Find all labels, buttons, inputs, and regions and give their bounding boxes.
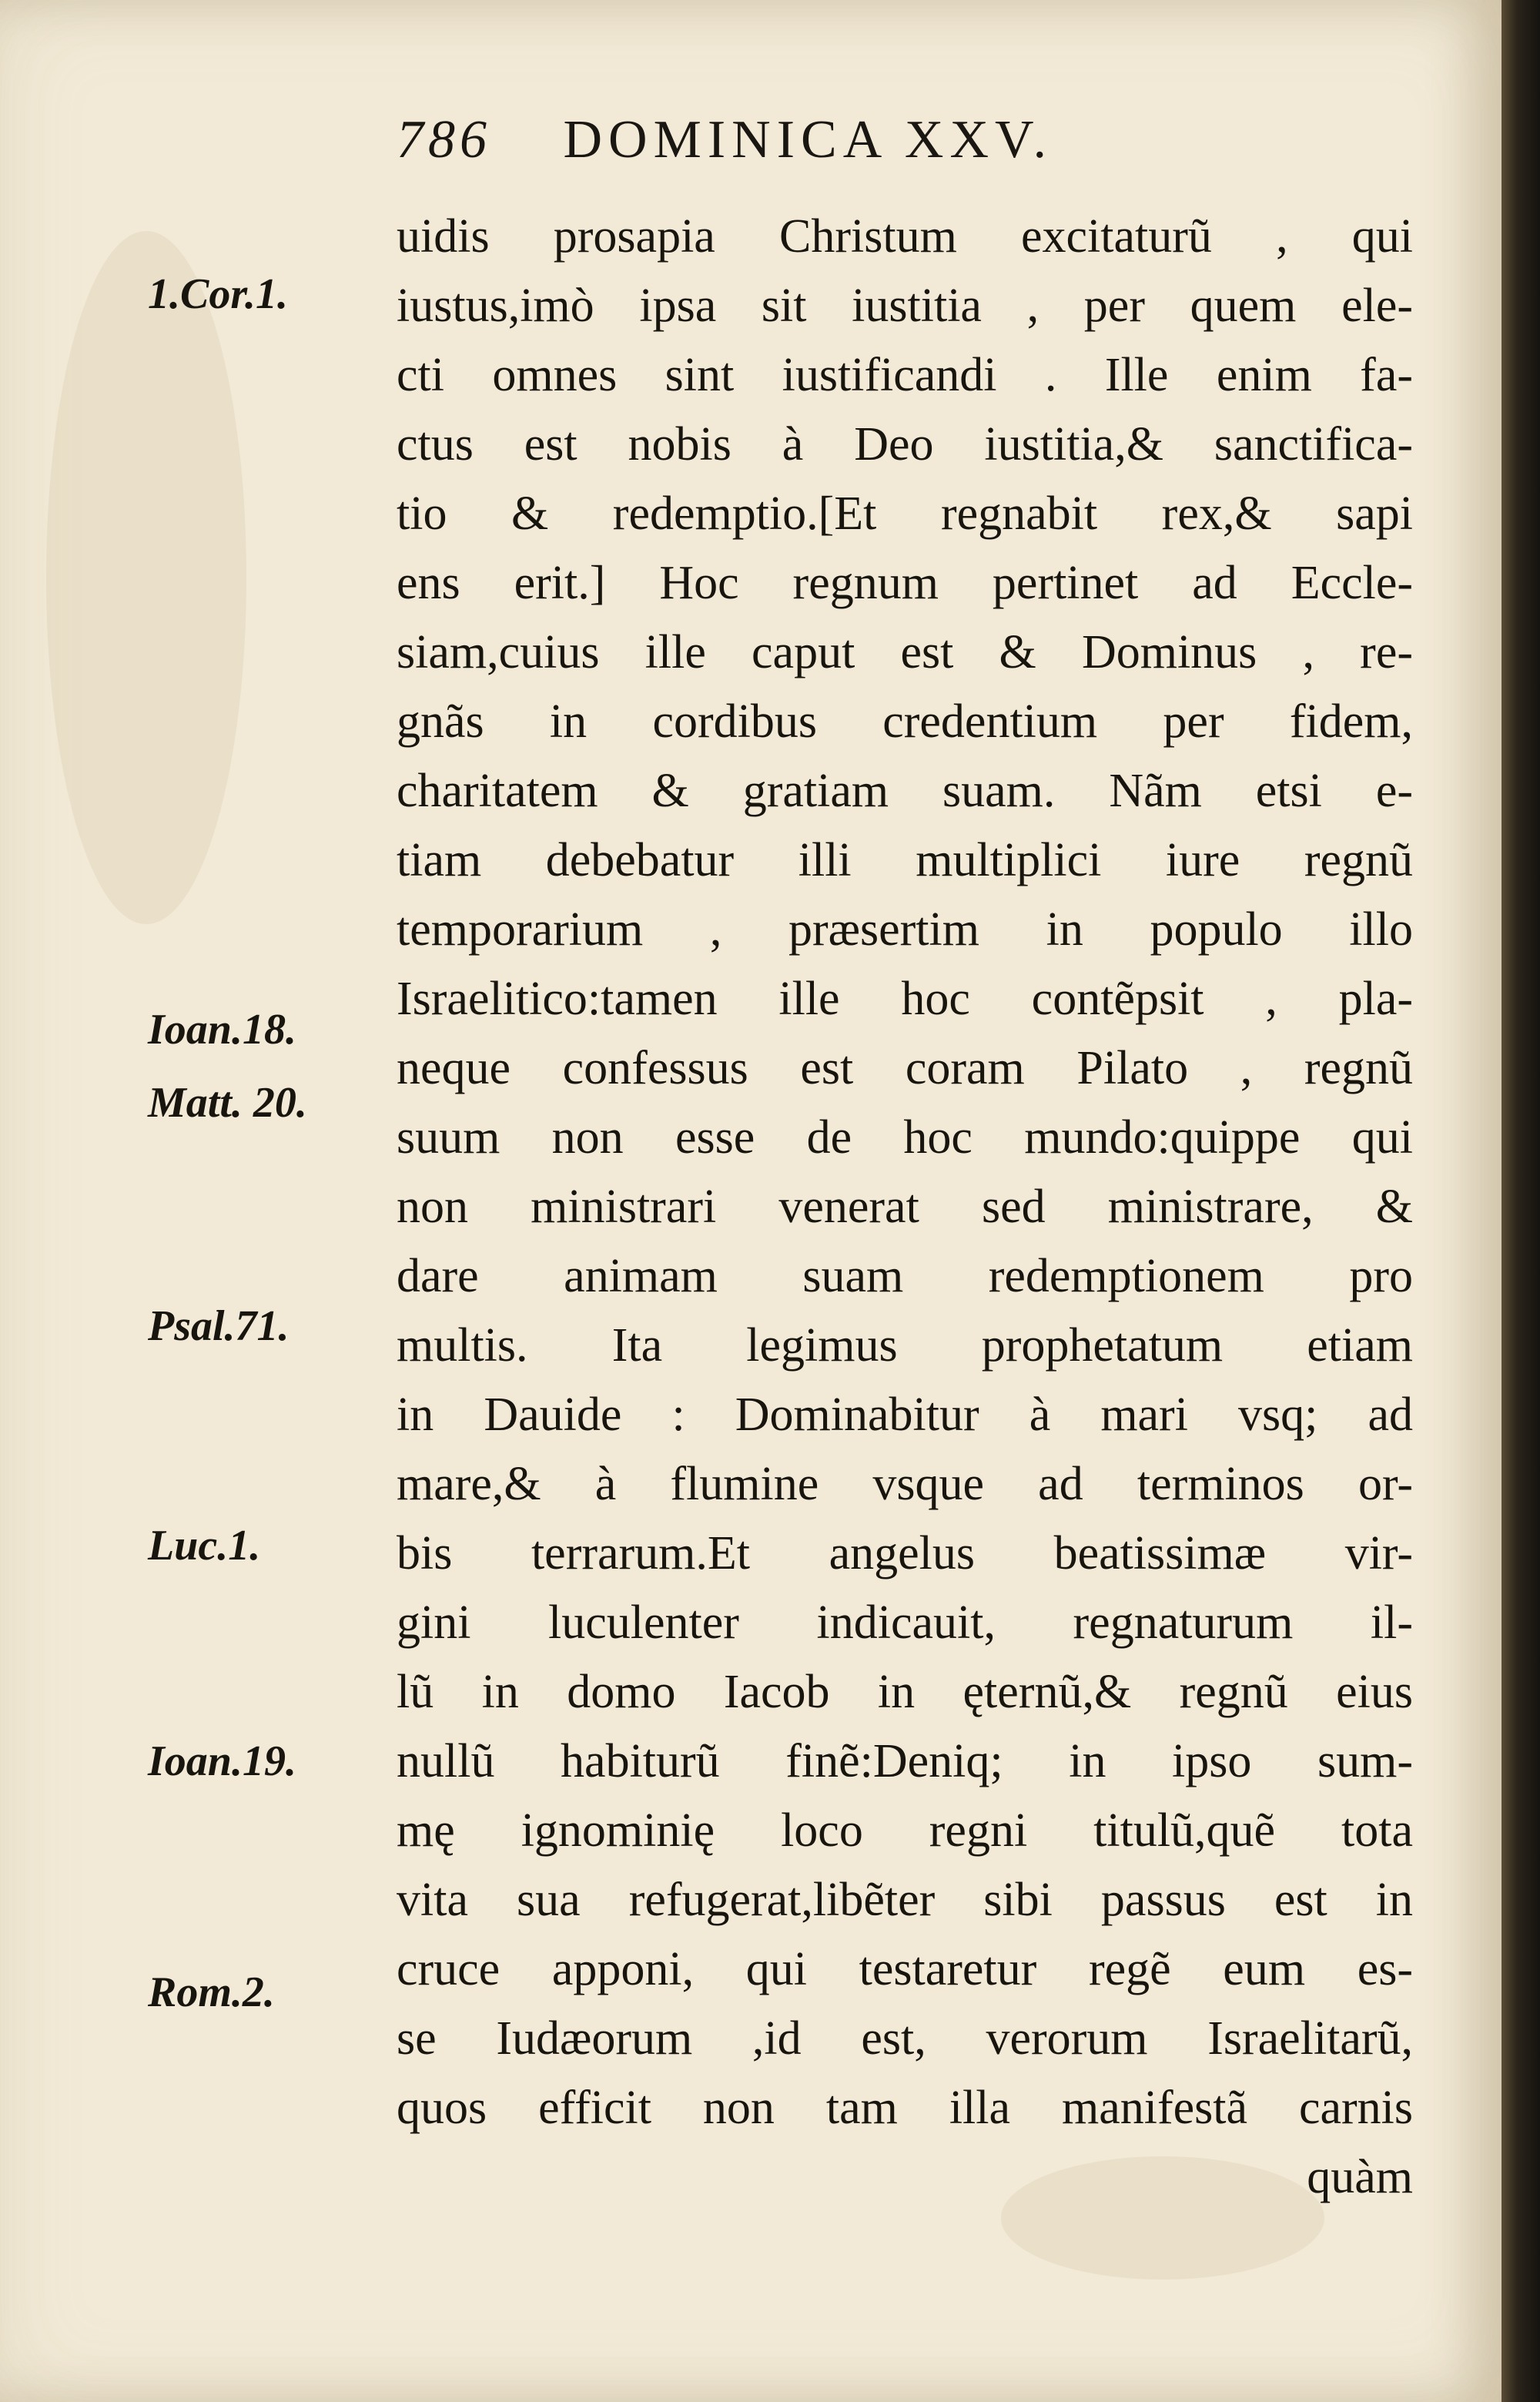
text-line: lũ in domo Iacob in ęternũ,& regnũ eius bbox=[397, 1666, 1413, 1718]
text-line: gnãs in cordibus credentium per fidem, bbox=[397, 695, 1413, 748]
text-line: in Dauide : Dominabitur à mari vsq; ad bbox=[397, 1389, 1413, 1441]
margin-note: Luc.1. bbox=[148, 1522, 261, 1570]
text-line: uidis prosapia Christum excitaturũ , qui bbox=[397, 210, 1413, 263]
text-line: multis. Ita legimus prophetatum etiam bbox=[397, 1319, 1413, 1372]
margin-note: Matt. 20. bbox=[148, 1079, 307, 1127]
margin-note: Ioan.18. bbox=[148, 1006, 296, 1054]
text-line: dare animam suam redemptionem pro bbox=[397, 1250, 1413, 1302]
text-line: iustus,imò ipsa sit iustitia , per quem ele- bbox=[397, 280, 1413, 332]
text-line: temporarium , præsertim in populo illo bbox=[397, 903, 1413, 956]
text-line: quos efficit non tam illa manifestã carnis bbox=[397, 2082, 1413, 2134]
text-line: vita sua refugerat,libẽter sibi passus est in bbox=[397, 1874, 1413, 1926]
text-line: gini luculenter indicauit, regnaturum il- bbox=[397, 1596, 1413, 1649]
text-line: mę ignominię loco regni titulũ,quẽ tota bbox=[397, 1804, 1413, 1857]
text-line: charitatem & gratiam suam. Nãm etsi e- bbox=[397, 765, 1413, 817]
body-text bbox=[397, 202, 1413, 2212]
page-number: 786 bbox=[397, 110, 491, 169]
text-line: tio & redemptio.[Et regnabit rex,& sapi bbox=[397, 487, 1413, 540]
margin-note: Rom.2. bbox=[148, 1968, 275, 2016]
text-line: se Iudæorum ,id est, verorum Israelitarũ, bbox=[397, 2012, 1413, 2065]
text-line: cti omnes sint iustificandi . Ille enim fa- bbox=[397, 349, 1413, 401]
text-line: ctus est nobis à Deo iustitia,& sanctifica- bbox=[397, 418, 1413, 471]
catchword: quàm bbox=[1307, 2151, 1413, 2203]
margin-note: 1.Cor.1. bbox=[148, 270, 289, 318]
running-header bbox=[397, 109, 1053, 171]
margin-note: Psal.71. bbox=[148, 1302, 290, 1350]
text-line: suum non esse de hoc mundo:quippe qui bbox=[397, 1111, 1413, 1164]
text-line: bis terrarum.Et angelus beatissimæ vir- bbox=[397, 1527, 1413, 1580]
text-line: mare,& à flumine vsque ad terminos or- bbox=[397, 1458, 1413, 1510]
text-line: siam,cuius ille caput est & Dominus , re- bbox=[397, 626, 1413, 678]
text-line: nullũ habiturũ finẽ:Deniq; in ipso sum- bbox=[397, 1735, 1413, 1787]
book-binding-edge bbox=[1502, 0, 1540, 2402]
text-line: tiam debebatur illi multiplici iure regnũ bbox=[397, 834, 1413, 886]
text-line: non ministrari venerat sed ministrare, & bbox=[397, 1181, 1413, 1233]
text-line: cruce apponi, qui testaretur regẽ eum es- bbox=[397, 1943, 1413, 1995]
text-line: Israelitico:tamen ille hoc contẽpsit , pla- bbox=[397, 973, 1413, 1025]
margin-note: Ioan.19. bbox=[148, 1737, 296, 1785]
text-line: ens erit.] Hoc regnum pertinet ad Eccle- bbox=[397, 557, 1413, 609]
text-line: neque confessus est coram Pilato , regnũ bbox=[397, 1042, 1413, 1094]
running-title: DOMINICA XXV. bbox=[563, 110, 1053, 169]
paper-stain bbox=[46, 231, 246, 924]
